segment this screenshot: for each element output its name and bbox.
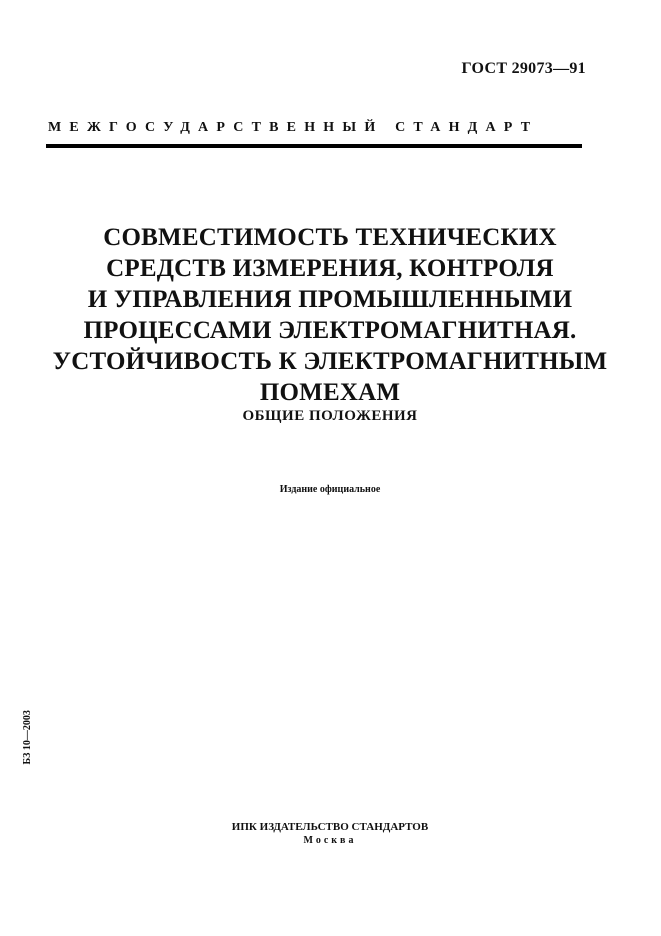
title-line: СОВМЕСТИМОСТЬ ТЕХНИЧЕСКИХ xyxy=(103,224,557,251)
header-rule xyxy=(46,144,582,148)
title-line: ПОМЕХАМ xyxy=(259,379,401,406)
publisher-name: ИПК ИЗДАТЕЛЬСТВО СТАНДАРТОВ xyxy=(231,821,429,833)
edition-note: Издание официальное xyxy=(279,484,381,495)
document-title xyxy=(40,222,620,408)
side-code: БЗ 10—2003 xyxy=(22,710,33,765)
title-line: ПРОЦЕССАМИ ЭЛЕКТРОМАГНИТНАЯ. xyxy=(83,317,577,344)
document-number: ГОСТ 29073—91 xyxy=(461,60,586,77)
standard-type-heading: МЕЖГОСУДАРСТВЕННЫЙ СТАНДАРТ xyxy=(48,120,539,135)
title-line: СРЕДСТВ ИЗМЕРЕНИЯ, КОНТРОЛЯ xyxy=(106,255,554,282)
document-subtitle: ОБЩИЕ ПОЛОЖЕНИЯ xyxy=(242,408,418,424)
title-line: И УПРАВЛЕНИЯ ПРОМЫШЛЕННЫМИ xyxy=(87,286,573,313)
title-line: УСТОЙЧИВОСТЬ К ЭЛЕКТРОМАГНИТНЫМ xyxy=(52,348,608,375)
publisher-city: Москва xyxy=(303,835,357,846)
